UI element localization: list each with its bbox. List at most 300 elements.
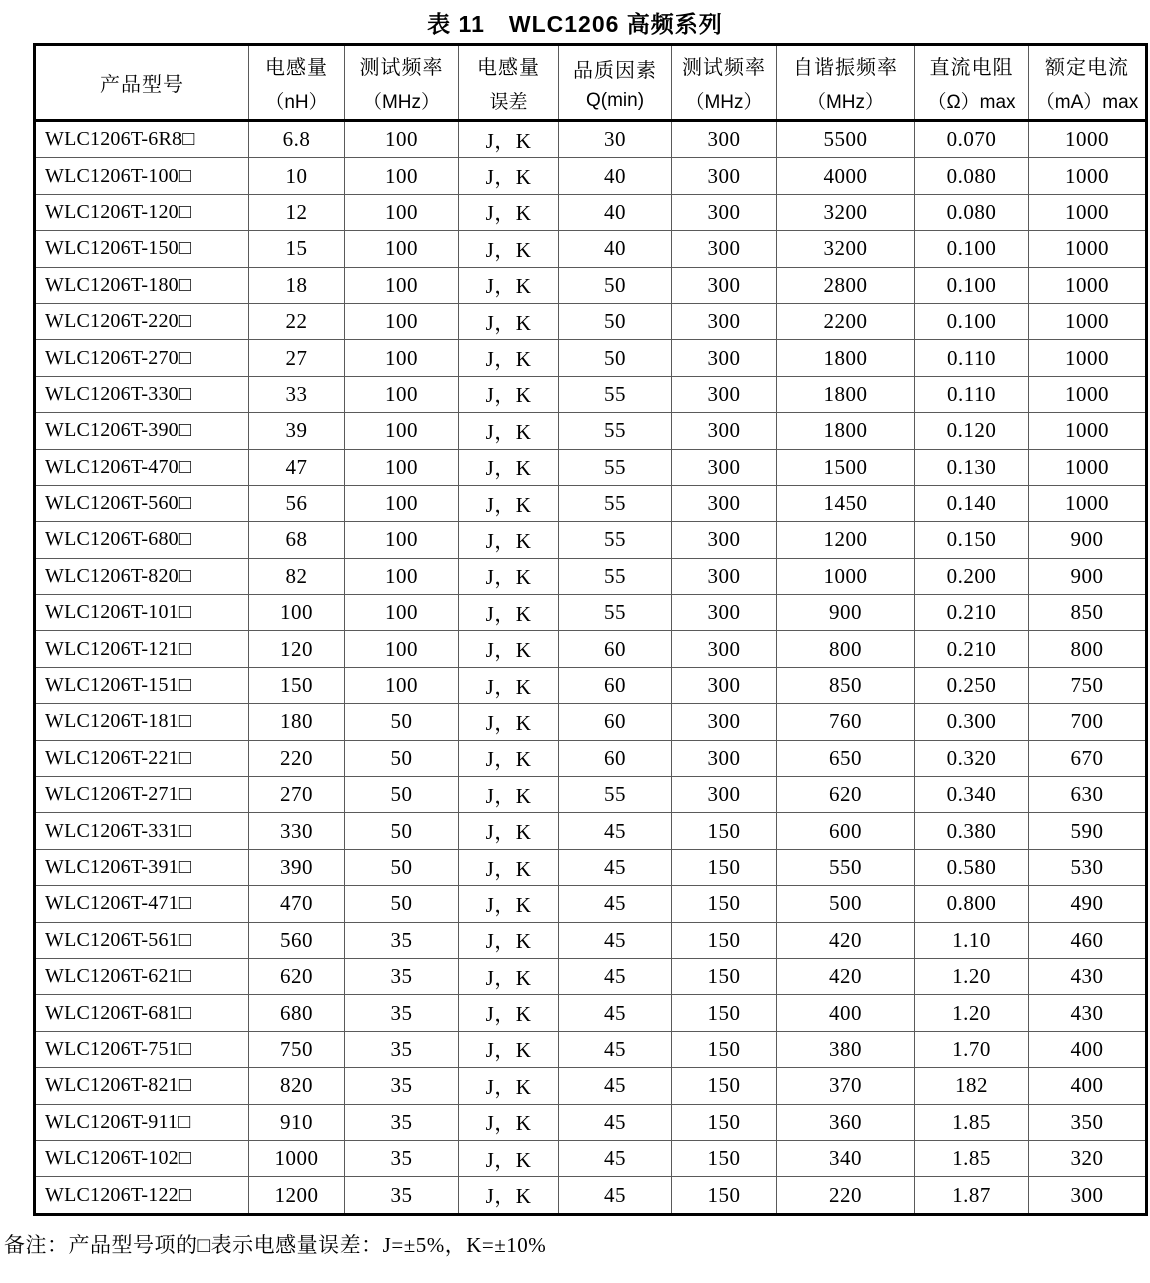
cell-q-test-freq-mhz: 150	[672, 1177, 777, 1214]
cell-test-freq-mhz: 35	[345, 1104, 459, 1140]
table-row	[35, 1177, 1147, 1214]
cell-rated-current-ma-max: 460	[1029, 922, 1147, 958]
table-title: 表 11 WLC1206 高频系列	[427, 11, 723, 37]
cell-dcr-ohm-max: 0.380	[915, 813, 1029, 849]
cell-q-min: 55	[559, 522, 672, 558]
cell-rated-current-ma-max: 1000	[1029, 194, 1147, 230]
cell-test-freq-mhz: 100	[345, 121, 459, 158]
cell-inductance-nh: 56	[249, 485, 345, 521]
table-row	[35, 922, 1147, 958]
cell-model: WLC1206T-121□	[35, 631, 249, 667]
cell-srf-mhz: 800	[777, 631, 915, 667]
cell-q-test-freq-mhz: 300	[672, 340, 777, 376]
cell-srf-mhz: 1800	[777, 413, 915, 449]
cell-srf-mhz: 1200	[777, 522, 915, 558]
cell-dcr-ohm-max: 0.580	[915, 849, 1029, 885]
cell-srf-mhz: 3200	[777, 194, 915, 230]
cell-q-min: 45	[559, 886, 672, 922]
column-header-q-min	[559, 45, 672, 121]
footnote: 备注：产品型号项的□表示电感量误差：J=±5%，K=±10%	[4, 1232, 547, 1257]
column-header-inductance-tolerance	[459, 45, 559, 121]
cell-q-test-freq-mhz: 150	[672, 1140, 777, 1176]
column-header-test-freq-mhz	[345, 45, 459, 121]
cell-model: WLC1206T-621□	[35, 958, 249, 994]
table-row	[35, 376, 1147, 412]
column-header-model	[35, 45, 249, 121]
cell-inductance-nh: 1000	[249, 1140, 345, 1176]
cell-inductance-nh: 750	[249, 1031, 345, 1067]
cell-inductance-nh: 82	[249, 558, 345, 594]
cell-srf-mhz: 360	[777, 1104, 915, 1140]
cell-q-min: 60	[559, 740, 672, 776]
cell-rated-current-ma-max: 900	[1029, 558, 1147, 594]
cell-q-test-freq-mhz: 150	[672, 813, 777, 849]
cell-q-test-freq-mhz: 150	[672, 1068, 777, 1104]
cell-q-test-freq-mhz: 300	[672, 449, 777, 485]
table-row	[35, 631, 1147, 667]
cell-rated-current-ma-max: 430	[1029, 958, 1147, 994]
cell-rated-current-ma-max: 900	[1029, 522, 1147, 558]
cell-model: WLC1206T-820□	[35, 558, 249, 594]
cell-model: WLC1206T-391□	[35, 849, 249, 885]
cell-inductance-nh: 6.8	[249, 121, 345, 158]
table-row	[35, 886, 1147, 922]
cell-test-freq-mhz: 100	[345, 485, 459, 521]
cell-model: WLC1206T-180□	[35, 267, 249, 303]
cell-model: WLC1206T-561□	[35, 922, 249, 958]
cell-inductance-nh: 820	[249, 1068, 345, 1104]
cell-inductance-nh: 680	[249, 995, 345, 1031]
cell-q-min: 55	[559, 413, 672, 449]
cell-dcr-ohm-max: 0.130	[915, 449, 1029, 485]
cell-inductance-tolerance: J，K	[459, 485, 559, 521]
cell-srf-mhz: 420	[777, 958, 915, 994]
cell-rated-current-ma-max: 400	[1029, 1068, 1147, 1104]
column-header-q-test-freq-mhz	[672, 45, 777, 121]
table-body	[35, 121, 1147, 1215]
cell-inductance-nh: 33	[249, 376, 345, 412]
column-header-label: 品质因素	[573, 59, 657, 82]
column-header-unit: （MHz）	[806, 92, 885, 113]
cell-srf-mhz: 340	[777, 1140, 915, 1176]
cell-model: WLC1206T-6R8□	[35, 121, 249, 158]
cell-inductance-tolerance: J，K	[459, 522, 559, 558]
cell-model: WLC1206T-390□	[35, 413, 249, 449]
cell-inductance-nh: 10	[249, 158, 345, 194]
cell-inductance-tolerance: J，K	[459, 413, 559, 449]
cell-q-min: 45	[559, 1031, 672, 1067]
column-header-unit: （MHz）	[685, 92, 763, 113]
cell-test-freq-mhz: 100	[345, 558, 459, 594]
cell-q-min: 55	[559, 376, 672, 412]
cell-test-freq-mhz: 100	[345, 413, 459, 449]
table-row	[35, 413, 1147, 449]
cell-model: WLC1206T-151□	[35, 667, 249, 703]
cell-model: WLC1206T-331□	[35, 813, 249, 849]
table-row	[35, 777, 1147, 813]
cell-model: WLC1206T-911□	[35, 1104, 249, 1140]
cell-inductance-nh: 220	[249, 740, 345, 776]
cell-q-test-freq-mhz: 300	[672, 158, 777, 194]
cell-q-min: 40	[559, 158, 672, 194]
cell-model: WLC1206T-181□	[35, 704, 249, 740]
cell-test-freq-mhz: 35	[345, 1031, 459, 1067]
cell-test-freq-mhz: 35	[345, 958, 459, 994]
cell-model: WLC1206T-100□	[35, 158, 249, 194]
column-header-unit: Q(min)	[585, 89, 645, 111]
cell-q-min: 40	[559, 194, 672, 230]
cell-test-freq-mhz: 100	[345, 194, 459, 230]
cell-q-test-freq-mhz: 300	[672, 777, 777, 813]
cell-inductance-tolerance: J，K	[459, 1104, 559, 1140]
cell-q-test-freq-mhz: 150	[672, 995, 777, 1031]
cell-q-min: 55	[559, 595, 672, 631]
cell-inductance-nh: 100	[249, 595, 345, 631]
cell-model: WLC1206T-680□	[35, 522, 249, 558]
cell-srf-mhz: 5500	[777, 121, 915, 158]
cell-model: WLC1206T-102□	[35, 1140, 249, 1176]
cell-model: WLC1206T-220□	[35, 303, 249, 339]
cell-q-min: 45	[559, 849, 672, 885]
cell-q-test-freq-mhz: 300	[672, 231, 777, 267]
cell-test-freq-mhz: 100	[345, 449, 459, 485]
cell-q-min: 55	[559, 485, 672, 521]
cell-test-freq-mhz: 50	[345, 849, 459, 885]
cell-srf-mhz: 650	[777, 740, 915, 776]
cell-srf-mhz: 500	[777, 886, 915, 922]
cell-srf-mhz: 1450	[777, 485, 915, 521]
cell-rated-current-ma-max: 1000	[1029, 413, 1147, 449]
cell-test-freq-mhz: 100	[345, 158, 459, 194]
table-header	[35, 45, 1147, 121]
column-header-unit: （Ω）max	[927, 92, 1016, 113]
cell-test-freq-mhz: 35	[345, 1140, 459, 1176]
cell-inductance-tolerance: J，K	[459, 922, 559, 958]
cell-inductance-tolerance: J，K	[459, 340, 559, 376]
cell-rated-current-ma-max: 670	[1029, 740, 1147, 776]
table-row	[35, 194, 1147, 230]
cell-q-test-freq-mhz: 150	[672, 849, 777, 885]
cell-srf-mhz: 760	[777, 704, 915, 740]
column-header-label: 测试频率	[682, 57, 766, 79]
cell-inductance-nh: 39	[249, 413, 345, 449]
cell-rated-current-ma-max: 1000	[1029, 485, 1147, 521]
cell-q-min: 40	[559, 231, 672, 267]
cell-dcr-ohm-max: 0.340	[915, 777, 1029, 813]
cell-dcr-ohm-max: 1.10	[915, 922, 1029, 958]
cell-dcr-ohm-max: 0.320	[915, 740, 1029, 776]
cell-inductance-tolerance: J，K	[459, 740, 559, 776]
cell-test-freq-mhz: 50	[345, 777, 459, 813]
cell-inductance-nh: 68	[249, 522, 345, 558]
cell-srf-mhz: 370	[777, 1068, 915, 1104]
cell-q-min: 50	[559, 340, 672, 376]
cell-test-freq-mhz: 100	[345, 231, 459, 267]
cell-inductance-nh: 330	[249, 813, 345, 849]
table-row	[35, 449, 1147, 485]
header-row	[35, 45, 1147, 121]
cell-inductance-tolerance: J，K	[459, 886, 559, 922]
cell-dcr-ohm-max: 182	[915, 1068, 1029, 1104]
cell-test-freq-mhz: 100	[345, 303, 459, 339]
cell-test-freq-mhz: 50	[345, 740, 459, 776]
cell-test-freq-mhz: 50	[345, 704, 459, 740]
cell-inductance-nh: 620	[249, 958, 345, 994]
cell-rated-current-ma-max: 1000	[1029, 376, 1147, 412]
cell-rated-current-ma-max: 590	[1029, 813, 1147, 849]
column-header-srf-mhz	[777, 45, 915, 121]
cell-q-test-freq-mhz: 150	[672, 1104, 777, 1140]
cell-test-freq-mhz: 100	[345, 667, 459, 703]
cell-dcr-ohm-max: 1.87	[915, 1177, 1029, 1214]
cell-q-min: 60	[559, 704, 672, 740]
cell-inductance-tolerance: J，K	[459, 667, 559, 703]
cell-q-test-freq-mhz: 300	[672, 121, 777, 158]
cell-q-test-freq-mhz: 300	[672, 595, 777, 631]
column-header-unit: （MHz）	[362, 92, 441, 113]
column-header-rated-current-ma-max	[1029, 45, 1147, 121]
cell-test-freq-mhz: 35	[345, 1068, 459, 1104]
cell-inductance-tolerance: J，K	[459, 1177, 559, 1214]
column-header-label: 电感量	[477, 57, 540, 79]
cell-q-test-freq-mhz: 300	[672, 376, 777, 412]
cell-dcr-ohm-max: 0.140	[915, 485, 1029, 521]
cell-model: WLC1206T-271□	[35, 777, 249, 813]
cell-inductance-tolerance: J，K	[459, 1031, 559, 1067]
cell-inductance-tolerance: J，K	[459, 558, 559, 594]
cell-inductance-nh: 18	[249, 267, 345, 303]
cell-q-min: 60	[559, 667, 672, 703]
cell-srf-mhz: 420	[777, 922, 915, 958]
cell-q-test-freq-mhz: 300	[672, 303, 777, 339]
cell-model: WLC1206T-150□	[35, 231, 249, 267]
cell-inductance-tolerance: J，K	[459, 1068, 559, 1104]
cell-inductance-tolerance: J，K	[459, 995, 559, 1031]
cell-inductance-tolerance: J，K	[459, 631, 559, 667]
column-header-unit: 误差	[489, 92, 528, 113]
cell-q-test-freq-mhz: 300	[672, 522, 777, 558]
cell-rated-current-ma-max: 350	[1029, 1104, 1147, 1140]
cell-model: WLC1206T-122□	[35, 1177, 249, 1214]
table-row	[35, 303, 1147, 339]
cell-inductance-tolerance: J，K	[459, 595, 559, 631]
column-header-label: 产品型号	[100, 74, 184, 96]
cell-q-min: 60	[559, 631, 672, 667]
cell-q-min: 45	[559, 813, 672, 849]
cell-q-min: 30	[559, 121, 672, 158]
cell-srf-mhz: 620	[777, 777, 915, 813]
table-row	[35, 1104, 1147, 1140]
cell-inductance-nh: 27	[249, 340, 345, 376]
cell-dcr-ohm-max: 0.210	[915, 595, 1029, 631]
cell-rated-current-ma-max: 1000	[1029, 267, 1147, 303]
cell-q-min: 45	[559, 1140, 672, 1176]
cell-inductance-nh: 390	[249, 849, 345, 885]
column-header-label: 额定电流	[1045, 57, 1129, 79]
cell-test-freq-mhz: 50	[345, 813, 459, 849]
cell-dcr-ohm-max: 0.100	[915, 303, 1029, 339]
cell-rated-current-ma-max: 1000	[1029, 231, 1147, 267]
cell-test-freq-mhz: 100	[345, 267, 459, 303]
cell-dcr-ohm-max: 0.300	[915, 704, 1029, 740]
cell-inductance-tolerance: J，K	[459, 267, 559, 303]
cell-model: WLC1206T-471□	[35, 886, 249, 922]
cell-inductance-tolerance: J，K	[459, 849, 559, 885]
table-row	[35, 1140, 1147, 1176]
column-header-label: 测试频率	[359, 57, 444, 79]
cell-dcr-ohm-max: 1.70	[915, 1031, 1029, 1067]
table-row	[35, 958, 1147, 994]
cell-rated-current-ma-max: 320	[1029, 1140, 1147, 1176]
cell-dcr-ohm-max: 0.150	[915, 522, 1029, 558]
cell-rated-current-ma-max: 1000	[1029, 449, 1147, 485]
cell-inductance-nh: 1200	[249, 1177, 345, 1214]
cell-q-min: 45	[559, 1104, 672, 1140]
cell-model: WLC1206T-681□	[35, 995, 249, 1031]
cell-srf-mhz: 400	[777, 995, 915, 1031]
cell-rated-current-ma-max: 750	[1029, 667, 1147, 703]
cell-model: WLC1206T-270□	[35, 340, 249, 376]
cell-test-freq-mhz: 35	[345, 1177, 459, 1214]
cell-srf-mhz: 380	[777, 1031, 915, 1067]
cell-dcr-ohm-max: 0.210	[915, 631, 1029, 667]
cell-test-freq-mhz: 100	[345, 631, 459, 667]
cell-q-test-freq-mhz: 300	[672, 558, 777, 594]
cell-dcr-ohm-max: 1.20	[915, 958, 1029, 994]
cell-rated-current-ma-max: 1000	[1029, 158, 1147, 194]
cell-inductance-nh: 12	[249, 194, 345, 230]
cell-test-freq-mhz: 100	[345, 522, 459, 558]
cell-q-test-freq-mhz: 300	[672, 267, 777, 303]
cell-q-test-freq-mhz: 300	[672, 413, 777, 449]
document-page	[0, 9, 1150, 1259]
cell-rated-current-ma-max: 1000	[1029, 121, 1147, 158]
cell-inductance-nh: 270	[249, 777, 345, 813]
cell-inductance-nh: 22	[249, 303, 345, 339]
cell-inductance-tolerance: J，K	[459, 813, 559, 849]
cell-inductance-tolerance: J，K	[459, 777, 559, 813]
column-header-dcr-ohm-max	[915, 45, 1029, 121]
cell-rated-current-ma-max: 700	[1029, 704, 1147, 740]
cell-dcr-ohm-max: 0.110	[915, 340, 1029, 376]
table-row	[35, 485, 1147, 521]
cell-inductance-tolerance: J，K	[459, 958, 559, 994]
cell-q-min: 55	[559, 449, 672, 485]
cell-srf-mhz: 900	[777, 595, 915, 631]
cell-q-test-freq-mhz: 150	[672, 922, 777, 958]
cell-q-test-freq-mhz: 150	[672, 886, 777, 922]
cell-srf-mhz: 550	[777, 849, 915, 885]
cell-inductance-tolerance: J，K	[459, 121, 559, 158]
cell-q-test-freq-mhz: 300	[672, 704, 777, 740]
cell-srf-mhz: 220	[777, 1177, 915, 1214]
table-row	[35, 704, 1147, 740]
table-row	[35, 558, 1147, 594]
cell-srf-mhz: 1800	[777, 340, 915, 376]
cell-inductance-tolerance: J，K	[459, 158, 559, 194]
table-row	[35, 231, 1147, 267]
cell-srf-mhz: 2200	[777, 303, 915, 339]
cell-dcr-ohm-max: 0.080	[915, 158, 1029, 194]
cell-dcr-ohm-max: 1.20	[915, 995, 1029, 1031]
cell-inductance-nh: 910	[249, 1104, 345, 1140]
table-row	[35, 595, 1147, 631]
column-header-label: 直流电阻	[929, 57, 1014, 79]
table-row	[35, 1068, 1147, 1104]
column-header-label: 电感量	[265, 57, 328, 79]
cell-inductance-nh: 150	[249, 667, 345, 703]
cell-inductance-tolerance: J，K	[459, 303, 559, 339]
cell-srf-mhz: 850	[777, 667, 915, 703]
cell-model: WLC1206T-560□	[35, 485, 249, 521]
cell-dcr-ohm-max: 0.120	[915, 413, 1029, 449]
cell-rated-current-ma-max: 400	[1029, 1031, 1147, 1067]
spec-table	[33, 43, 1148, 1216]
cell-dcr-ohm-max: 1.85	[915, 1104, 1029, 1140]
table-row	[35, 995, 1147, 1031]
cell-q-test-freq-mhz: 300	[672, 667, 777, 703]
cell-inductance-nh: 15	[249, 231, 345, 267]
cell-q-min: 45	[559, 1177, 672, 1214]
cell-dcr-ohm-max: 0.200	[915, 558, 1029, 594]
cell-q-min: 50	[559, 303, 672, 339]
cell-test-freq-mhz: 100	[345, 340, 459, 376]
column-header-unit: （mA）max	[1035, 92, 1139, 113]
cell-test-freq-mhz: 35	[345, 995, 459, 1031]
cell-srf-mhz: 600	[777, 813, 915, 849]
cell-q-test-freq-mhz: 300	[672, 631, 777, 667]
cell-srf-mhz: 3200	[777, 231, 915, 267]
cell-model: WLC1206T-821□	[35, 1068, 249, 1104]
cell-model: WLC1206T-470□	[35, 449, 249, 485]
cell-test-freq-mhz: 100	[345, 376, 459, 412]
cell-model: WLC1206T-221□	[35, 740, 249, 776]
table-row	[35, 813, 1147, 849]
cell-dcr-ohm-max: 0.110	[915, 376, 1029, 412]
cell-dcr-ohm-max: 0.100	[915, 267, 1029, 303]
cell-rated-current-ma-max: 850	[1029, 595, 1147, 631]
cell-q-min: 45	[559, 1068, 672, 1104]
cell-dcr-ohm-max: 0.250	[915, 667, 1029, 703]
cell-dcr-ohm-max: 0.080	[915, 194, 1029, 230]
cell-srf-mhz: 1500	[777, 449, 915, 485]
cell-q-min: 50	[559, 267, 672, 303]
table-row	[35, 849, 1147, 885]
cell-rated-current-ma-max: 800	[1029, 631, 1147, 667]
cell-dcr-ohm-max: 1.85	[915, 1140, 1029, 1176]
table-row	[35, 340, 1147, 376]
cell-model: WLC1206T-751□	[35, 1031, 249, 1067]
cell-model: WLC1206T-330□	[35, 376, 249, 412]
column-header-label: 自谐振频率	[793, 57, 898, 79]
cell-inductance-nh: 120	[249, 631, 345, 667]
cell-dcr-ohm-max: 0.100	[915, 231, 1029, 267]
cell-srf-mhz: 1000	[777, 558, 915, 594]
cell-q-min: 55	[559, 558, 672, 594]
table-row	[35, 158, 1147, 194]
cell-srf-mhz: 4000	[777, 158, 915, 194]
column-header-inductance-nh	[249, 45, 345, 121]
cell-inductance-nh: 47	[249, 449, 345, 485]
cell-rated-current-ma-max: 430	[1029, 995, 1147, 1031]
cell-rated-current-ma-max: 300	[1029, 1177, 1147, 1214]
cell-q-test-freq-mhz: 300	[672, 194, 777, 230]
cell-srf-mhz: 1800	[777, 376, 915, 412]
cell-dcr-ohm-max: 0.070	[915, 121, 1029, 158]
cell-inductance-tolerance: J，K	[459, 231, 559, 267]
cell-q-test-freq-mhz: 150	[672, 958, 777, 994]
cell-q-test-freq-mhz: 300	[672, 740, 777, 776]
